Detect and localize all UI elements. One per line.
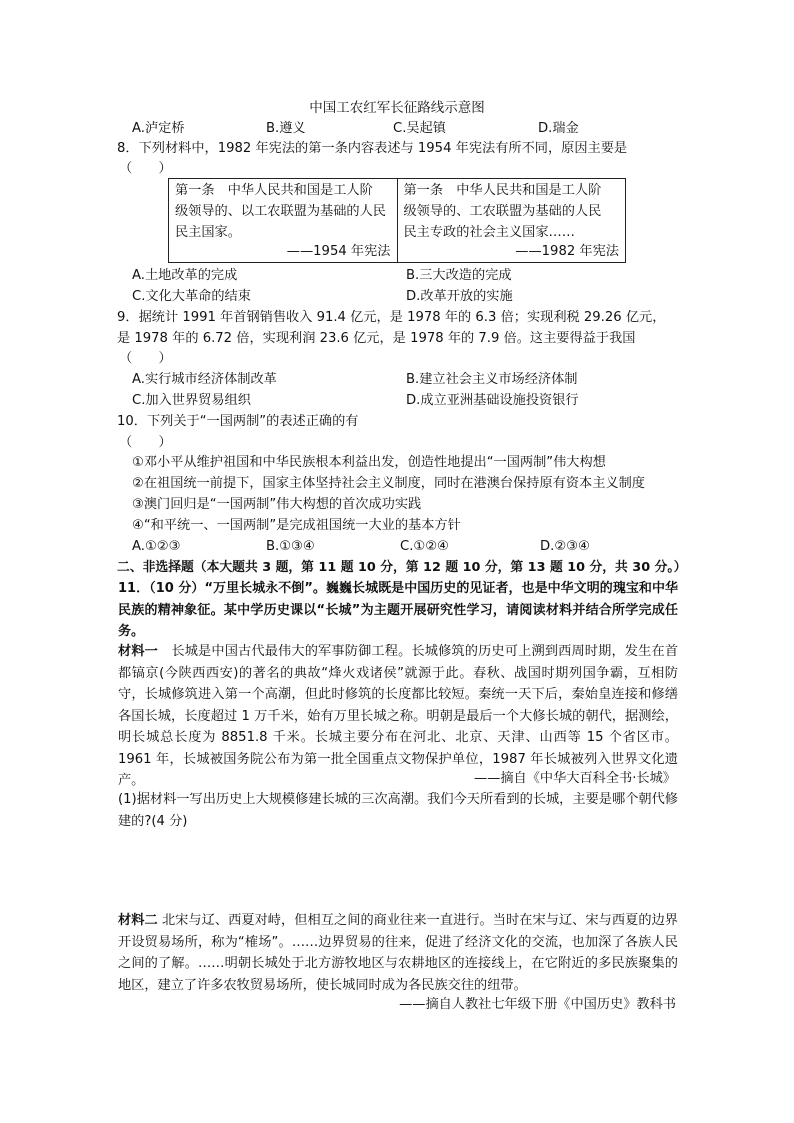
q7-option-b: B.遵义	[266, 121, 306, 136]
cell-line: 第一条 中华人民共和国是工人阶	[175, 183, 373, 198]
material-1-source: ——摘自《中华大百科全书·长城》	[473, 771, 676, 786]
figure-caption: 中国工农红军长征路线示意图	[309, 100, 485, 116]
q10-statement-3: ③澳门回归是“一国两制”伟大构想的首次成功实践	[132, 497, 422, 512]
q10-option-a: A.①②③	[132, 539, 181, 554]
constitution-1982-cell	[397, 179, 626, 262]
cell-line: 民主专政的社会主义国家……	[403, 225, 575, 240]
cell-line: 民主国家。	[175, 225, 241, 240]
q8-option-d: D.改革开放的实施	[406, 289, 513, 304]
q10-statement-2: ②在祖国统一前提下，国家主体坚持社会主义制度，同时在港澳台保持原有资本主义制度	[132, 476, 645, 491]
q8-stem: 8．下列材料中，1982 年宪法的第一条内容表述与 1954 年宪法有所不同，原因主要是	[117, 141, 628, 156]
material-1-text: 长城是中国古代最伟大的军事防御工程。长城修筑的历史可上溯到西周时期，发生在首都镐京(今陕西西安)的著名的典故“烽火戏诸侯”就源于此。春秋、战国时期列国争霸，互相防守，长城修筑进入第一个高潮，但此时修筑的长度都比较短。秦统一天下后，秦始皇连接和修缮各国长城，长度超过 1 万千米，始有万里长城之称。明朝是最后一个大修长城的朝代，据测绘，明长城总长度为 8851.8 千米。长城主要分布在河北、北京、天津、山西等 15 个省区市。1961 年，长城被国务院公布为第一批全国重点文物保护单位，1987 年长城被列入世界文化遗产。	[118, 644, 679, 788]
material-1-label: 材料一	[118, 644, 159, 659]
q7-option-c: C.吴起镇	[393, 121, 446, 136]
q7-option-a: A.泸定桥	[132, 121, 185, 136]
material-2-label: 材料二	[118, 913, 158, 928]
q9-answer-blank: （ ）	[119, 351, 172, 366]
q10-statement-1: ①邓小平从维护祖国和中华民族根本利益出发，创造性地提出“一国两制”伟大构想	[132, 455, 606, 470]
constitution-1954-cell	[169, 179, 397, 262]
q10-option-b: B.①③④	[266, 539, 315, 554]
q7-option-d: D.瑞金	[538, 121, 579, 136]
constitution-comparison-table	[168, 178, 626, 263]
material-2-source: ——摘自人教社七年级下册《中国历史》教科书	[399, 997, 676, 1012]
q8-option-c: C.文化大革命的结束	[132, 289, 251, 304]
q8-option-a: A.土地改革的完成	[132, 268, 238, 283]
q11-stem: 11．（10 分）“万里长城永不倒”。巍巍长城既是中国历史的见证者，也是中华文明的瑰宝和中华民族的精神象征。某中学历史课以“长城”为主题开展研究性学习，请阅读材料并结合所学完成任务。	[118, 581, 678, 639]
q11-material-2	[118, 910, 678, 996]
cell-line: 级领导的、工农联盟为基础的人民	[403, 204, 602, 219]
q10-stem: 10．下列关于“一国两制”的表述正确的有	[117, 414, 359, 429]
q9-option-c: C.加入世界贸易组织	[132, 393, 251, 408]
cell-source: ——1954 年宪法	[286, 244, 391, 259]
q10-statement-4: ④“和平统一、一国两制”是完成祖国统一大业的基本方针	[132, 518, 461, 533]
q9-stem-line-2: 是 1978 年的 6.72 倍，实现利润 23.6 亿元，是 1978 年的 7.9 倍。这主要得益于我国	[117, 331, 636, 346]
q10-option-c: C.①②④	[400, 539, 449, 554]
material-2-text: 北宋与辽、西夏对峙，但相互之间的商业往来一直进行。当时在宋与辽、宋与西夏的边界开设贸易场所，称为“榷场”。……边界贸易的往来，促进了经济文化的交流，也加深了各族人民之间的了解。……明朝长城处于北方游牧地区与农耕地区的连接线上，在它附近的多民族聚集的地区，建立了许多农牧贸易场所，使长城同时成为各民族交往的纽带。	[118, 913, 678, 993]
q8-answer-blank: （ ）	[119, 161, 172, 176]
q11-subquestion-1: (1)据材料一写出历史上大规模修建长城的三次高潮。我们今天所看到的长城，主要是哪个朝代修建的?(4 分)	[118, 792, 678, 829]
cell-line: 第一条 中华人民共和国是工人阶	[403, 183, 602, 198]
q10-option-d: D.②③④	[540, 539, 590, 554]
q9-option-b: B.建立社会主义市场经济体制	[406, 372, 578, 387]
q10-answer-blank: （ ）	[119, 435, 172, 450]
cell-line: 级领导的、以工农联盟为基础的人民	[175, 204, 386, 219]
q9-option-d: D.成立亚洲基础设施投资银行	[406, 393, 579, 408]
q8-option-b: B.三大改造的完成	[406, 268, 512, 283]
section-2-heading: 二、非选择题（本大题共 3 题，第 11 题 10 分，第 12 题 10 分，第 13 题 10 分，共 30 分。）	[117, 560, 687, 575]
cell-source: ——1982 年宪法	[515, 244, 619, 259]
q9-option-a: A.实行城市经济体制改革	[132, 372, 277, 387]
q9-stem-line-1: 9．据统计 1991 年首钢销售收入 91.4 亿元，是 1978 年的 6.3 倍；实现利税 29.26 亿元，	[117, 310, 666, 325]
